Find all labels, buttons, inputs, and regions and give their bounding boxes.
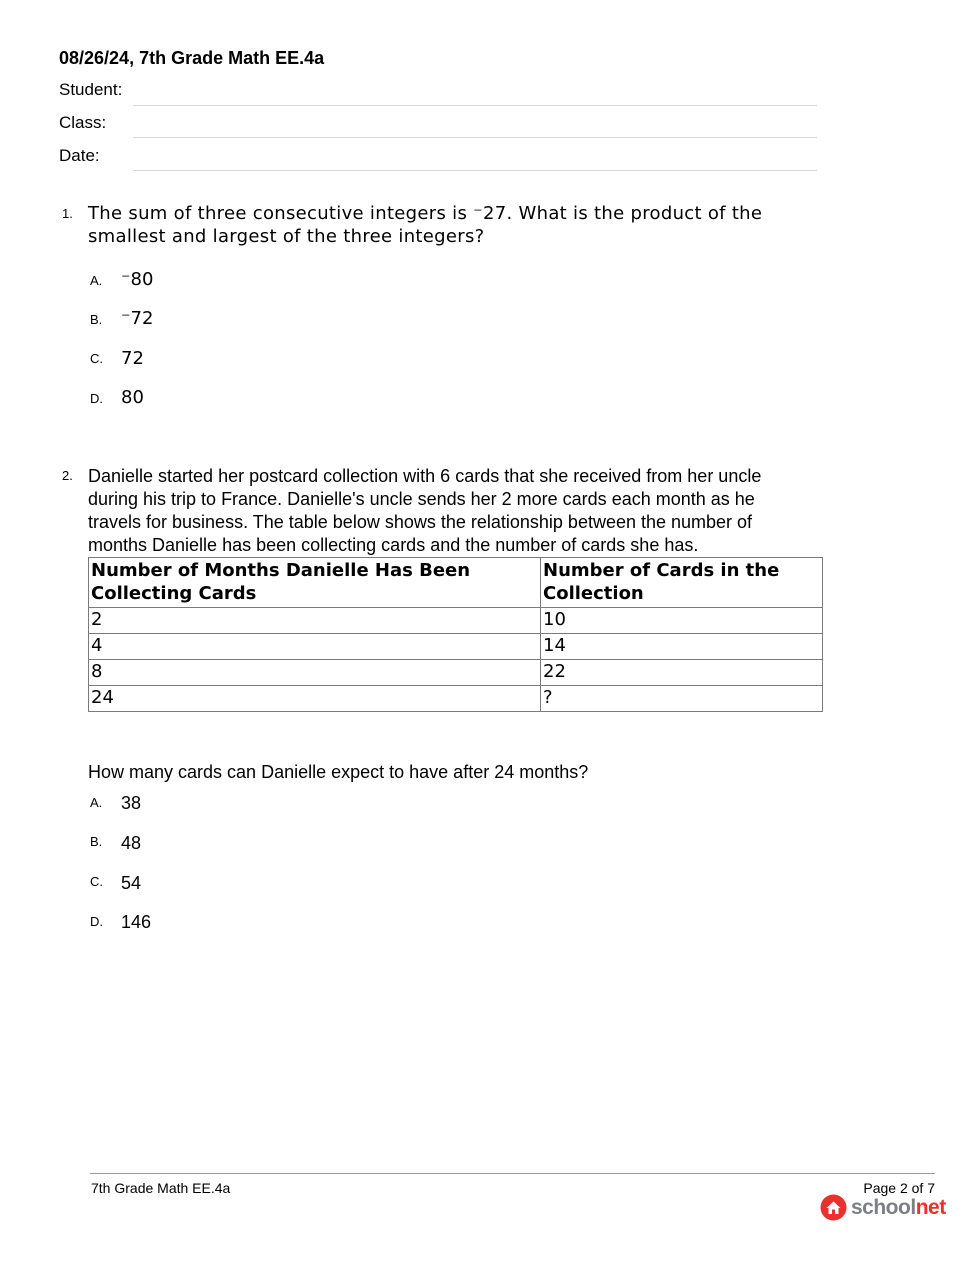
q2-option-c-value[interactable]: 54 xyxy=(121,873,142,893)
q1-option-c-value[interactable]: 72 xyxy=(121,348,144,369)
q1-option-b-letter: B. xyxy=(90,312,103,327)
class-label: Class: xyxy=(59,113,107,132)
table-cell-months: 24 xyxy=(89,686,541,712)
q2-option-b-letter: B. xyxy=(90,834,103,849)
question-2-line: travels for business. The table below shows the relationship between the number of xyxy=(88,512,753,532)
logo-wordmark-net: net xyxy=(915,1195,946,1219)
table-row xyxy=(89,608,823,634)
question-1-text xyxy=(88,202,762,248)
table-cell-cards: 22 xyxy=(541,660,823,686)
q2-option-a-letter: A. xyxy=(90,795,103,810)
question-2-text xyxy=(88,465,761,557)
q2-option-a-value[interactable]: 38 xyxy=(121,793,142,813)
student-label: Student: xyxy=(59,80,123,99)
footer-assessment-name: 7th Grade Math EE.4a xyxy=(91,1180,231,1196)
question-1-line: The sum of three consecutive integers is ⁻27. What is the product of the xyxy=(88,203,763,224)
question-2-line: during his trip to France. Danielle's uncle sends her 2 more cards each month as he xyxy=(88,489,755,509)
q1-option-c-letter: C. xyxy=(90,351,103,366)
table-cell-months: 2 xyxy=(89,608,541,634)
question-2-line: months Danielle has been collecting cards and the number of cards she has. xyxy=(88,535,699,555)
logo-wordmark xyxy=(851,1196,946,1220)
table-cell-cards: 10 xyxy=(541,608,823,634)
question-1-line: smallest and largest of the three integers? xyxy=(88,226,485,247)
q1-option-d-letter: D. xyxy=(90,391,103,406)
q1-option-a-value[interactable]: ⁻80 xyxy=(121,269,154,290)
q2-option-c-letter: C. xyxy=(90,874,103,889)
table-row xyxy=(89,660,823,686)
page-title: 08/26/24, 7th Grade Math EE.4a xyxy=(59,48,325,68)
question-2-followup: How many cards can Danielle expect to have after 24 months? xyxy=(88,762,589,782)
cards-table xyxy=(88,557,823,712)
table-row xyxy=(89,634,823,660)
q1-option-d-value[interactable]: 80 xyxy=(121,387,144,408)
q2-option-d-value[interactable]: 146 xyxy=(121,912,152,932)
footer-divider xyxy=(90,1173,935,1174)
question-1-number: 1. xyxy=(62,206,73,221)
page-number: Page 2 of 7 xyxy=(863,1180,935,1196)
q2-option-d-letter: D. xyxy=(90,914,103,929)
question-2-number: 2. xyxy=(62,468,73,483)
q1-option-a-letter: A. xyxy=(90,273,103,288)
class-field-line xyxy=(133,137,817,138)
table-header-months: Number of Months Danielle Has Been Collecting Cards xyxy=(89,558,541,608)
date-field-line xyxy=(133,170,817,171)
table-header-row xyxy=(89,558,823,608)
student-field-line xyxy=(133,105,817,106)
q2-option-b-value[interactable]: 48 xyxy=(121,833,142,853)
date-label: Date: xyxy=(59,146,100,165)
table-cell-cards: 14 xyxy=(541,634,823,660)
logo-wordmark-school: school xyxy=(851,1195,916,1219)
table-cell-cards: ? xyxy=(541,686,823,712)
question-2-line: Danielle started her postcard collection with 6 cards that she received from her uncle xyxy=(88,466,762,486)
table-row xyxy=(89,686,823,712)
table-cell-months: 4 xyxy=(89,634,541,660)
table-header-cards: Number of Cards in the Collection xyxy=(541,558,823,608)
table-cell-months: 8 xyxy=(89,660,541,686)
house-icon xyxy=(820,1194,847,1221)
q1-option-b-value[interactable]: ⁻72 xyxy=(121,308,154,329)
schoolnet-logo xyxy=(820,1194,946,1221)
